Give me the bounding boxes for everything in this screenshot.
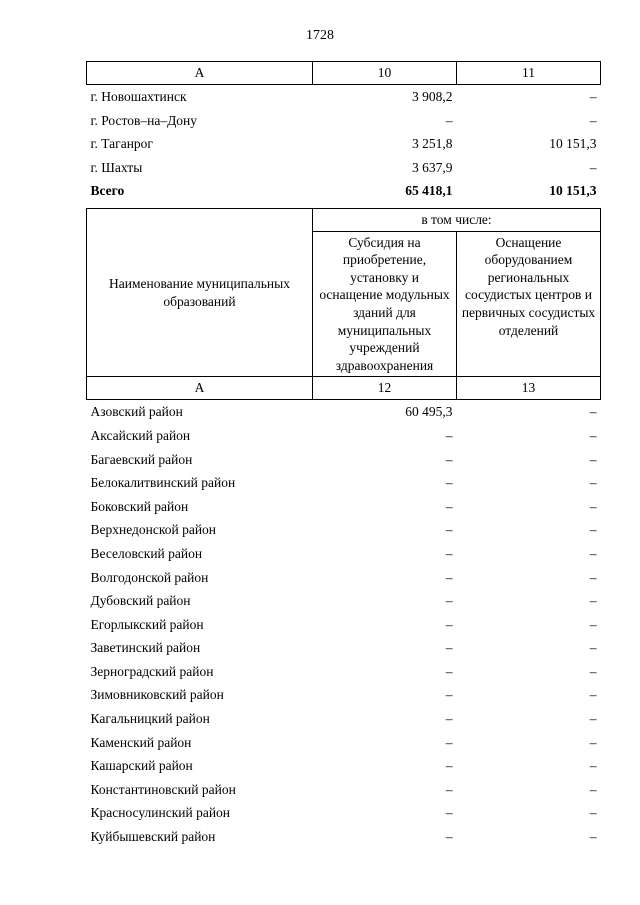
table2-municipality-name: Зимовниковский район (90, 687, 224, 703)
table2-row (87, 495, 601, 519)
table2-row (87, 754, 601, 778)
table2-value-col12: – (445, 593, 453, 609)
table2-row (87, 636, 601, 660)
table2-index-a: А (87, 377, 313, 400)
table1-header-10: 10 (313, 62, 457, 85)
table2-value-col13: – (589, 711, 597, 727)
table2-value-col12: – (445, 522, 453, 538)
table2-value-col13: – (589, 427, 597, 443)
table1-row (87, 109, 601, 133)
table1-value-col11: – (589, 112, 597, 128)
table2-municipality-name: Дубовский район (90, 593, 191, 609)
table2-value-col13: – (589, 781, 597, 797)
table1-value-col11: 10 151,3 (549, 136, 597, 152)
table2-index-13: 13 (457, 377, 601, 400)
table2-municipality-name: Верхнедонской район (90, 522, 217, 538)
table1-header-a: А (87, 62, 313, 85)
table1-header-row (87, 62, 601, 85)
table2-value-col12: – (445, 781, 453, 797)
table1-value-col10: – (445, 112, 453, 128)
table2-value-col13: – (589, 616, 597, 632)
table2-value-col12: – (445, 498, 453, 514)
table2-municipality-name: Красносулинский район (90, 805, 231, 821)
table1-municipality-name: г. Шахты (90, 159, 143, 175)
table2-row (87, 707, 601, 731)
table2-name-header: Наименование муниципальных образований (87, 209, 313, 377)
table2-col13-header: Оснащение оборудованием региональных сосудистых центров и первичных сосудистых отделений (457, 231, 601, 377)
table2-row (87, 778, 601, 802)
table1-row (87, 132, 601, 156)
table2-row (87, 471, 601, 495)
table2-value-col12: – (445, 451, 453, 467)
table1-value-col10: 3 637,9 (412, 159, 453, 175)
table1-row (87, 85, 601, 109)
table2-index-row (87, 377, 601, 400)
table2-municipality-name: Аксайский район (90, 427, 191, 443)
table2-value-col12: – (445, 734, 453, 750)
table2-value-col12: 60 495,3 (405, 404, 453, 420)
table2-value-col13: – (589, 758, 597, 774)
table2-row (87, 542, 601, 566)
table2-value-col12: – (445, 427, 453, 443)
table2-row (87, 400, 601, 424)
table1-municipality-name: г. Новошахтинск (90, 89, 187, 104)
table2-value-col12: – (445, 663, 453, 679)
table2-row (87, 518, 601, 542)
table2-value-col12: – (445, 640, 453, 656)
table2-municipality-name: Константиновский район (90, 781, 236, 797)
table2-row (87, 448, 601, 472)
table2-value-col12: – (445, 569, 453, 585)
table2-municipality-name: Веселовский район (90, 545, 203, 561)
table2-row (87, 589, 601, 613)
table1-value-col10: 3 251,8 (412, 136, 453, 152)
table1-total-row (87, 179, 601, 203)
table1-total-value-col11: 10 151,3 (549, 183, 597, 199)
table2-value-col12: – (445, 687, 453, 703)
table2-value-col13: – (589, 734, 597, 750)
budget-table-cols-10-11 (86, 61, 601, 203)
table2-municipality-name: Зерноградский район (90, 663, 214, 679)
table2-group-header-row (87, 209, 601, 232)
table1-header-11: 11 (457, 62, 601, 85)
table1-total-value-col10: 65 418,1 (405, 183, 453, 199)
table2-municipality-name: Волгодонской район (90, 569, 209, 585)
budget-table-cols-12-13 (86, 208, 601, 849)
table2-index-12: 12 (313, 377, 457, 400)
table2-municipality-name: Кагальницкий район (90, 711, 210, 727)
table2-value-col13: – (589, 663, 597, 679)
table2-municipality-name: Багаевский район (90, 451, 193, 467)
page-number: 1728 (306, 28, 334, 43)
table2-value-col13: – (589, 569, 597, 585)
table2-value-col12: – (445, 711, 453, 727)
table2-value-col13: – (589, 404, 597, 420)
table2-municipality-name: Азовский район (90, 404, 183, 420)
table2-value-col12: – (445, 805, 453, 821)
table1-municipality-name: г. Таганрог (90, 136, 153, 152)
table2-group-header: в том числе: (313, 209, 601, 232)
table2-row (87, 566, 601, 590)
table2-row (87, 683, 601, 707)
table2-municipality-name: Боковский район (90, 498, 189, 514)
table2-value-col12: – (445, 545, 453, 561)
table1-value-col10: 3 908,2 (412, 89, 453, 104)
table2-municipality-name: Каменский район (90, 734, 192, 750)
table1-value-col11: – (589, 89, 597, 104)
table2-value-col12: – (445, 616, 453, 632)
table2-municipality-name: Заветинский район (90, 640, 201, 656)
table2-value-col13: – (589, 687, 597, 703)
table1-row (87, 156, 601, 180)
table2-municipality-name: Егорлыкский район (90, 616, 204, 632)
table1-municipality-name: г. Ростов–на–Дону (90, 112, 198, 128)
table2-value-col13: – (589, 545, 597, 561)
table2-value-col13: – (589, 522, 597, 538)
table2-value-col13: – (589, 593, 597, 609)
table1-value-col11: – (589, 159, 597, 175)
table2-municipality-name: Кашарский район (90, 758, 193, 774)
table2-row (87, 660, 601, 684)
table2-col12-header: Субсидия на приобретение, установку и оснащение модульных зданий для муниципальных учреждений здравоохранения (313, 231, 457, 377)
table2-municipality-name: Куйбышевский район (90, 829, 216, 845)
table2-row (87, 825, 601, 849)
table2-value-col13: – (589, 451, 597, 467)
table2-value-col13: – (589, 640, 597, 656)
table2-row (87, 731, 601, 755)
table2-value-col12: – (445, 758, 453, 774)
table2-value-col12: – (445, 475, 453, 491)
table2-value-col12: – (445, 829, 453, 845)
table2-value-col13: – (589, 829, 597, 845)
table2-value-col13: – (589, 498, 597, 514)
table2-row (87, 424, 601, 448)
table2-value-col13: – (589, 805, 597, 821)
table2-municipality-name: Белокалитвинский район (90, 475, 236, 491)
table2-row (87, 801, 601, 825)
table1-total-label: Всего (90, 183, 125, 199)
table2-row (87, 613, 601, 637)
table2-value-col13: – (589, 475, 597, 491)
